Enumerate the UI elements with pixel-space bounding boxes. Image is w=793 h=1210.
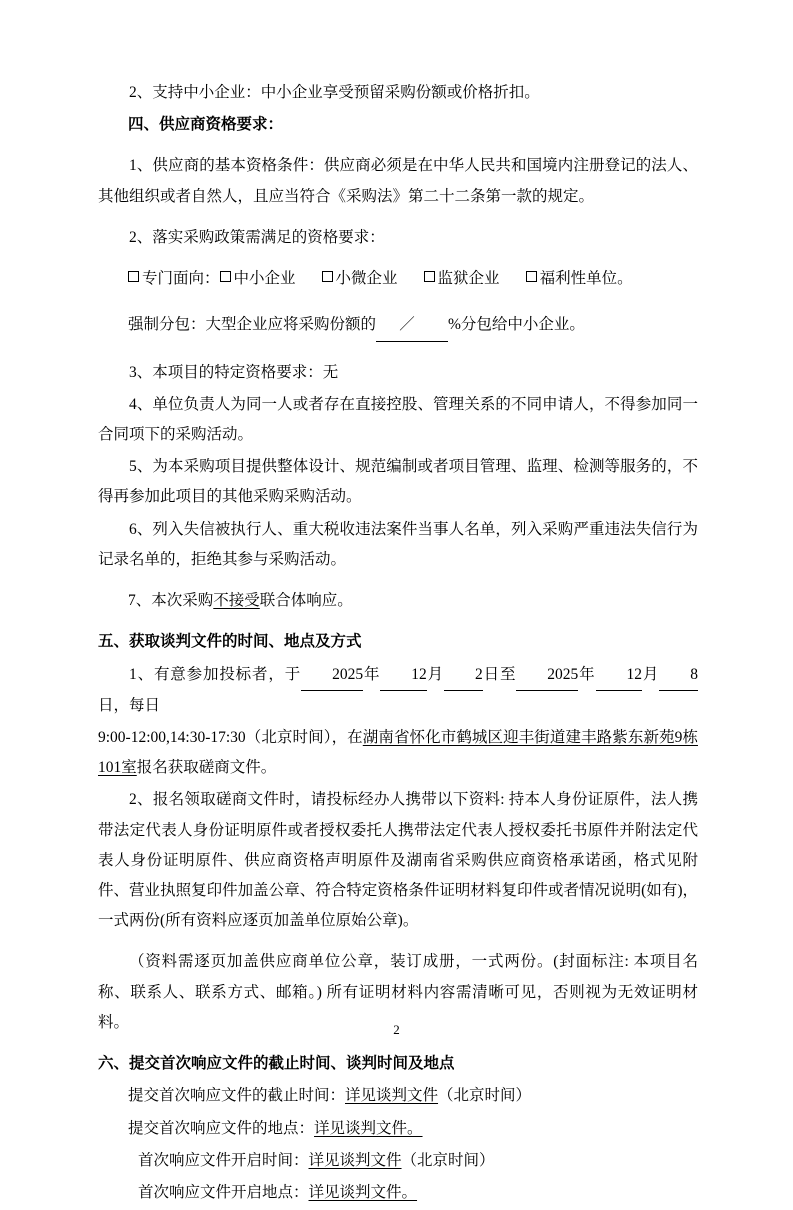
- field-start-day[interactable]: 2: [444, 660, 483, 691]
- section-heading-submission: 六、提交首次响应文件的截止时间、谈判时间及地点: [98, 1055, 455, 1073]
- field-location-value[interactable]: 详见谈判文件。: [314, 1119, 423, 1137]
- label-deadline-suffix: （北京时间）: [438, 1087, 532, 1105]
- checkbox-icon-welfare[interactable]: [526, 271, 537, 282]
- label-item7-suffix: 联合体响应。: [259, 592, 353, 610]
- label-year-unit-2: 年: [578, 665, 596, 683]
- label-day-to: 日至: [482, 665, 517, 683]
- label-month-unit-2: 月: [642, 665, 660, 683]
- field-registration-address[interactable]: 湖南省怀化市鹤城区迎丰街道建丰路紫东新苑9栋101室: [98, 728, 698, 777]
- label-item7-prefix: 7、本次采购: [128, 592, 214, 610]
- paragraph-item-6: 6、列入失信被执行人、重大税收违法案件当事人名单，列入采购严重违法失信行为记录名单的，拒绝其参与采购活动。: [98, 520, 698, 568]
- label-open-place: 首次响应文件开启地点：: [138, 1184, 309, 1201]
- checkbox-icon-prison[interactable]: [424, 271, 435, 282]
- paragraph-deadline: [98, 1081, 698, 1111]
- paragraph-required-materials: 2、报名领取磋商文件时，请投标经办人携带以下资料: 持本人身份证原件，法人携带法定代表人身份证明原件或者授权委托人携带法定代表人授权委托书原件并附法定代表人身份证明原件、供应商资格声明原件及湖南省采购供应商资格承诺函，格式见附件、营业执照复印件加盖公章、符合特定资格条件证明材料复印件或者情况说明(如有)，一式两份(所有资料应逐页加盖单位原始公章)。: [98, 791, 698, 930]
- label-option-micro: 小微企业: [335, 270, 398, 288]
- field-deadline-value[interactable]: 详见谈判文件: [345, 1087, 439, 1105]
- label-subcontract-prefix: 强制分包：大型企业应将采购份额的: [128, 316, 377, 334]
- paragraph-item-7: [98, 586, 698, 616]
- label-acquire-prefix: 1、有意参加投标者，于: [129, 665, 302, 683]
- paragraph-dedicated-options: [98, 264, 698, 294]
- page-number: 2: [393, 1022, 400, 1037]
- paragraph-basic-qualification: 1、供应商的基本资格条件：供应商必须是在中华人民共和国境内注册登记的法人、其他组织或者自然人，且应当符合《采购法》第二十二条第一款的规定。: [98, 157, 698, 205]
- label-deadline: 提交首次响应文件的截止时间：: [128, 1087, 346, 1105]
- paragraph-materials-note: （资料需逐页加盖供应商单位公章，装订成册，一式两份。(封面标注: 本项目名称、联系人、联系方式、邮箱。) 所有证明材料内容需清晰可见，否则视为无效证明材料。: [98, 953, 698, 1031]
- checkbox-icon-sme[interactable]: [220, 271, 231, 282]
- label-subcontract-suffix: %分包给中小企业。: [448, 316, 585, 334]
- section-heading-supplier-qualification: 四、供应商资格要求：: [128, 116, 284, 134]
- field-start-year[interactable]: 2025: [301, 660, 363, 691]
- checkbox-icon-micro[interactable]: [322, 271, 333, 282]
- label-day-unit: 日，每日: [98, 696, 161, 714]
- label-year-unit-1: 年: [363, 665, 381, 683]
- paragraph-policy-qualification: 2、落实采购政策需满足的资格要求：: [129, 228, 385, 246]
- paragraph-sme-support: 2、支持中小企业：中小企业享受预留采购份额或价格折扣。: [129, 84, 540, 101]
- document-body: [98, 78, 698, 1210]
- field-open-place-value[interactable]: 详见谈判文件。: [308, 1184, 418, 1201]
- paragraph-specific-qualification: 3、本项目的特定资格要求：无: [129, 363, 339, 381]
- paragraph-item-5: 5、为本采购项目提供整体设计、规范编制或者项目管理、监理、检测等服务的，不得再参加此项目的其他采购采购活动。: [98, 458, 698, 506]
- paragraph-acquire-address: [98, 723, 698, 783]
- field-subcontract-percent[interactable]: ／: [376, 310, 448, 341]
- label-open-time: 首次响应文件开启时间：: [138, 1151, 309, 1169]
- label-month-unit-1: 月: [426, 665, 444, 683]
- paragraph-item-4: 4、单位负责人为同一人或者存在直接控股、管理关系的不同申请人，不得参加同一合同项下的采购活动。: [98, 395, 698, 443]
- label-dedicated-prefix: 专门面向：: [142, 270, 220, 288]
- field-start-month[interactable]: 12: [380, 660, 427, 691]
- paragraph-open-place: [98, 1178, 698, 1208]
- label-option-sme: 中小企业: [233, 270, 296, 288]
- label-time-range: 9:00-12:00,14:30-17:30（北京时间），在: [98, 728, 363, 746]
- paragraph-mandatory-subcontract: [98, 310, 698, 341]
- field-end-month[interactable]: 12: [596, 660, 643, 691]
- field-consortium-response[interactable]: 不接受: [213, 592, 260, 610]
- label-option-prison: 监狱企业: [437, 270, 500, 288]
- label-open-time-suffix: （北京时间）: [401, 1151, 495, 1169]
- checkbox-icon-dedicated[interactable]: [128, 271, 139, 282]
- field-end-year[interactable]: 2025: [516, 660, 578, 691]
- paragraph-open-time: [98, 1146, 698, 1176]
- label-option-welfare: 福利性单位。: [539, 270, 633, 288]
- section-heading-acquire-documents: 五、获取谈判文件的时间、地点及方式: [98, 633, 362, 651]
- paragraph-submission-location: [98, 1114, 698, 1144]
- label-location: 提交首次响应文件的地点：: [128, 1119, 315, 1137]
- paragraph-acquire-time: [98, 660, 698, 721]
- label-address-suffix: 报名获取磋商文件。: [136, 759, 277, 777]
- field-open-time-value[interactable]: 详见谈判文件: [308, 1151, 402, 1169]
- field-end-day[interactable]: 8: [659, 660, 698, 691]
